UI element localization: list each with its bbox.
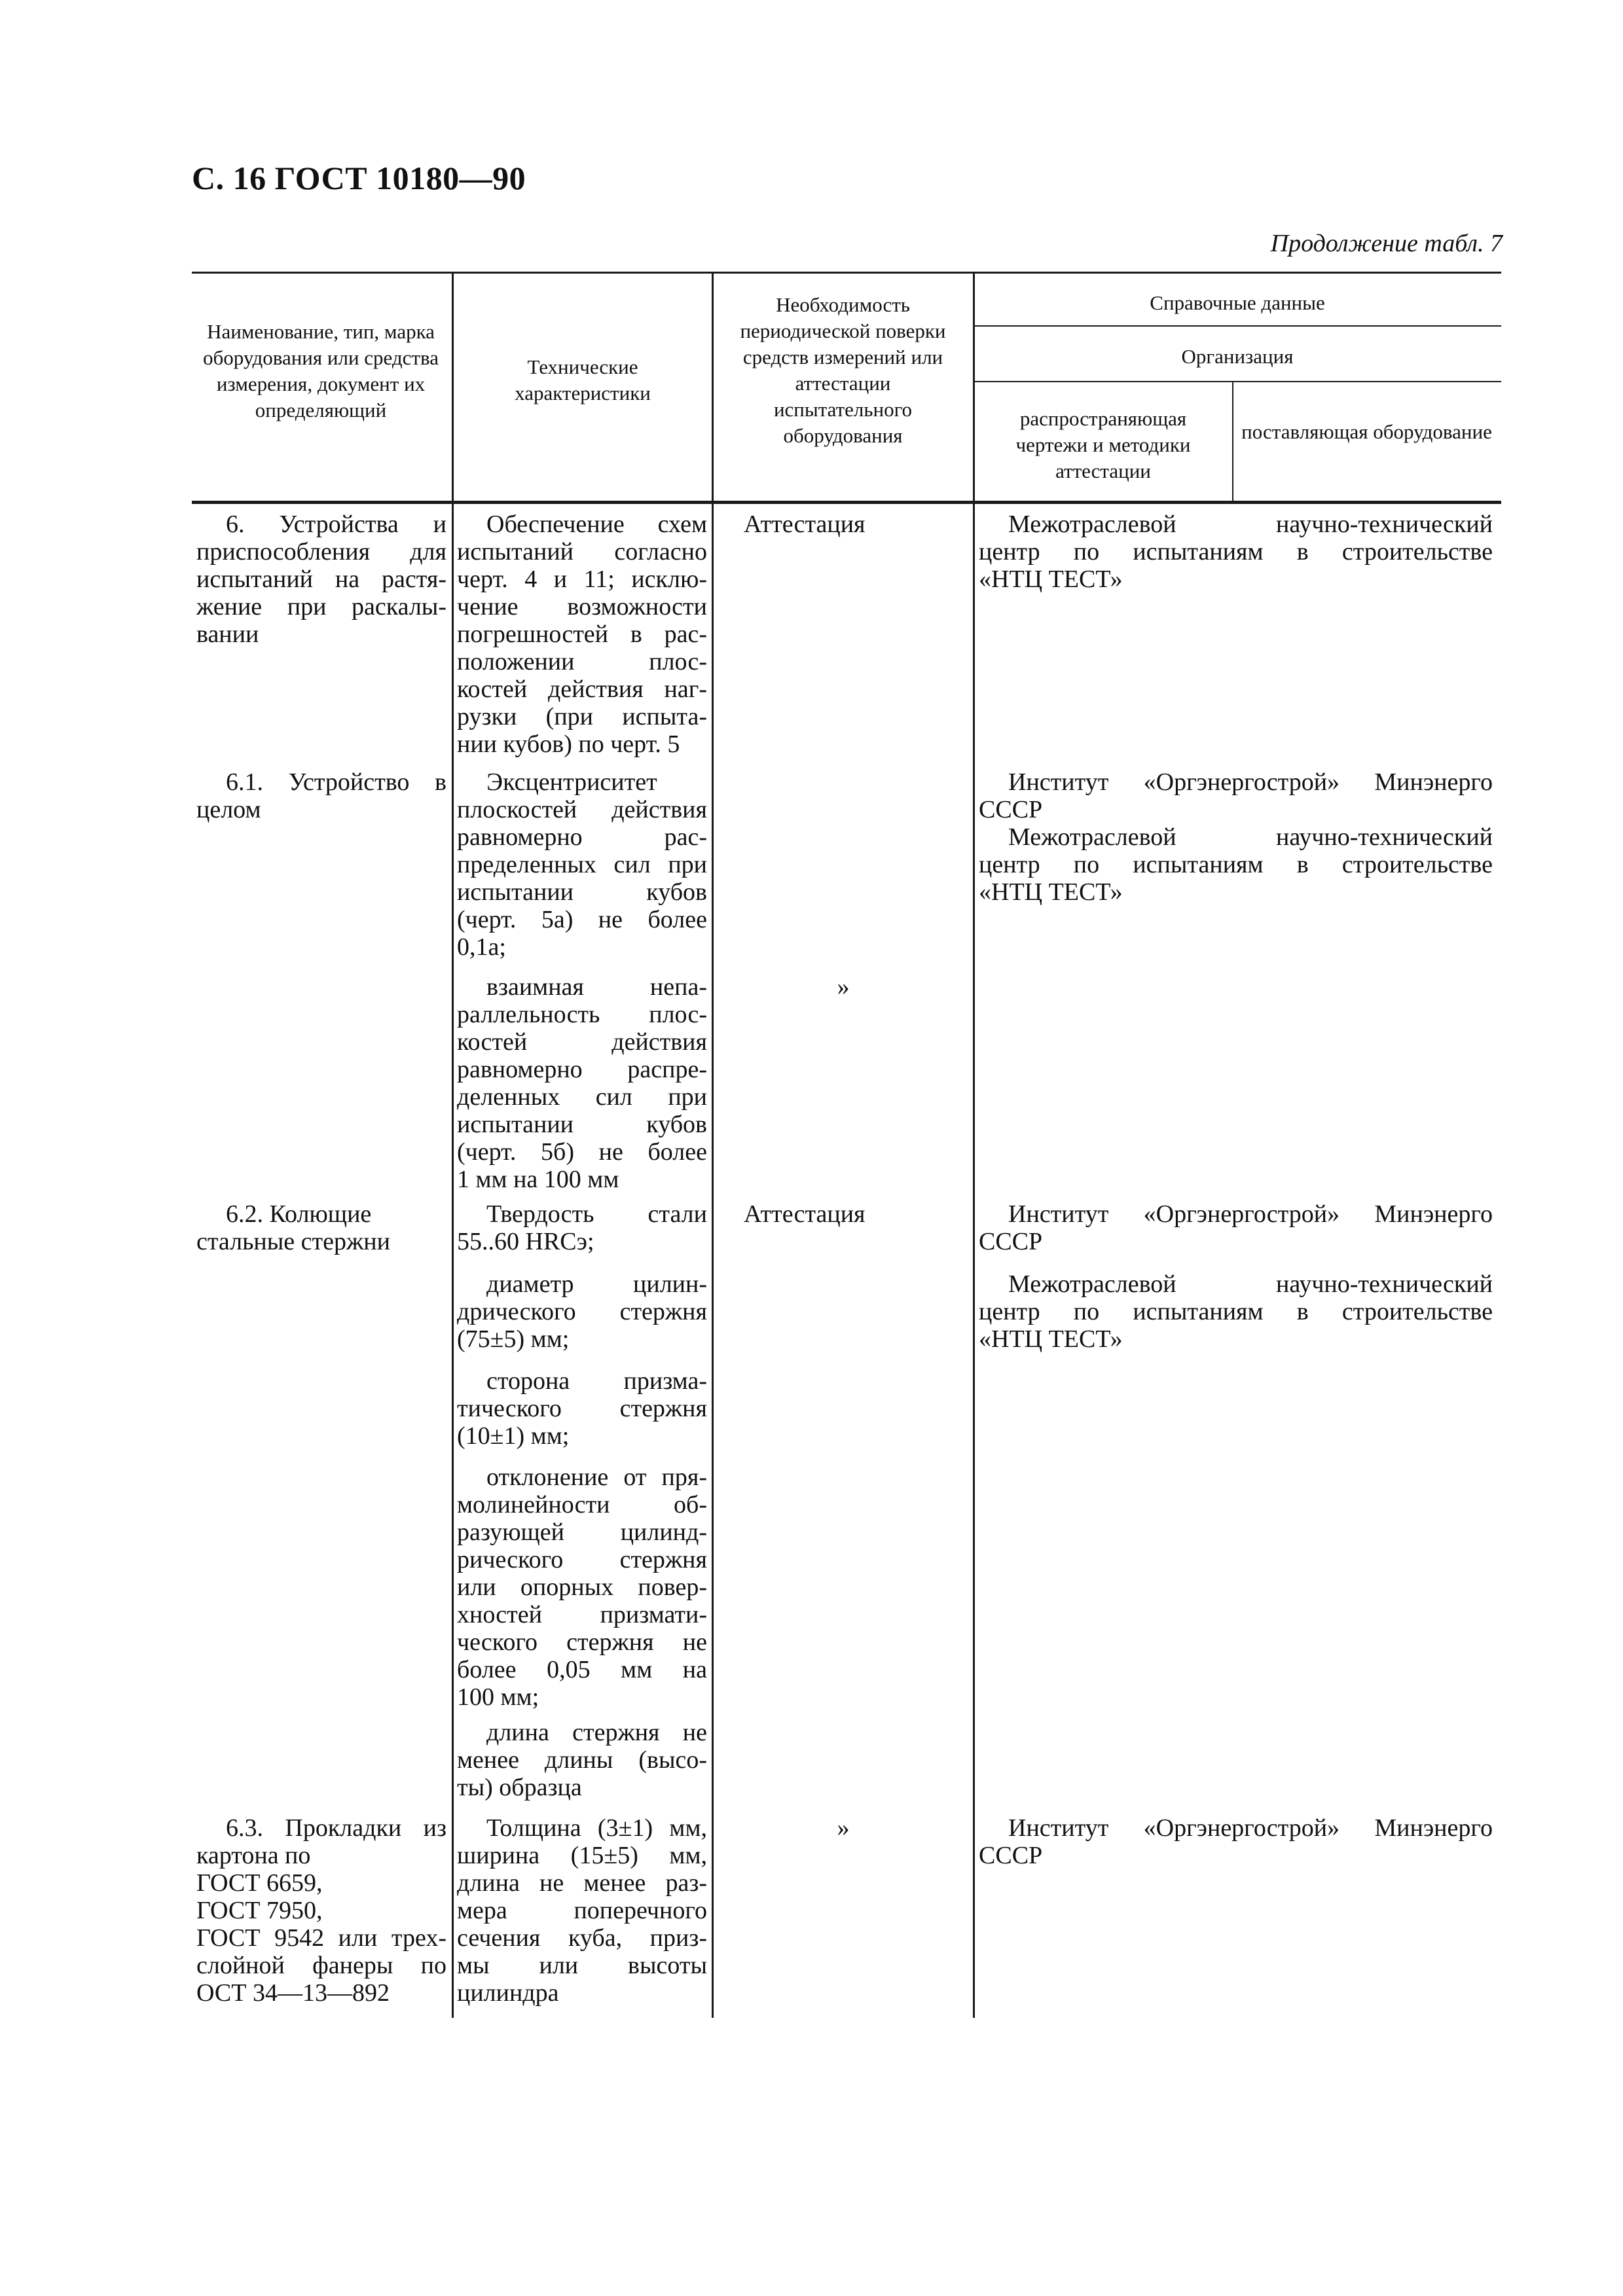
header-dist: распространяющая чертежи и методики аттестации xyxy=(1015,407,1191,482)
text-line: 100 мм; xyxy=(457,1683,539,1711)
row62-tech-d xyxy=(457,1463,707,1711)
table-top-rule xyxy=(192,272,1501,274)
text-line: стальные стержни xyxy=(196,1228,390,1255)
text-line: рузки (при испыта- xyxy=(457,703,707,730)
text-line: черт. 4 и 11; исклю- xyxy=(457,565,707,593)
text-line: Межотраслевой научно-технический xyxy=(1008,823,1493,851)
text-line: плоскостей действия xyxy=(457,796,707,823)
text-line: СССР xyxy=(979,796,1043,823)
row62-dist-a xyxy=(979,1200,1493,1255)
text-line: мера поперечного xyxy=(457,1897,707,1924)
row6-tech xyxy=(457,511,707,758)
text-line: центр по испытаниям в строительстве xyxy=(979,538,1493,565)
header-tech: Технические характеристики xyxy=(515,355,651,404)
text-line: пределенных сил при xyxy=(457,851,707,878)
text-line: менее длины (высо- xyxy=(457,1746,707,1774)
text-line: Институт «Оргэнергострой» Минэнерго xyxy=(1008,1814,1493,1842)
text-line: костей действия наг- xyxy=(457,675,707,703)
text-line: равномерно распре- xyxy=(457,1056,707,1083)
text-line: Межотраслевой научно-технический xyxy=(1008,511,1493,538)
row63-need-ditto: » xyxy=(837,1814,850,1842)
text-line: 1 мм на 100 мм xyxy=(457,1166,619,1193)
page-title: С. 16 ГОСТ 10180—90 xyxy=(192,160,526,196)
text-line: 55..60 HRCэ; xyxy=(457,1228,594,1255)
text-line: 6.2. Колющие xyxy=(226,1200,372,1228)
row61-name xyxy=(196,768,447,823)
text-line: диаметр цилин- xyxy=(486,1270,707,1298)
text-line: мы или высоты xyxy=(457,1952,707,1979)
text-line: 6. Устройства и xyxy=(226,511,447,538)
row62-dist-b xyxy=(979,1270,1493,1353)
text-line: равномерно рас- xyxy=(457,823,707,851)
text-line: жение при раскалы- xyxy=(196,593,447,620)
header-bottom-rule xyxy=(192,501,1501,504)
text-line: слойной фанеры по xyxy=(196,1952,447,1979)
text-line: тического стержня xyxy=(457,1395,707,1422)
ref-divider-rule xyxy=(973,325,1501,327)
text-line: сторона призма- xyxy=(486,1367,707,1395)
text-line: испытаний на растя- xyxy=(196,565,447,593)
text-line: хностей призмати- xyxy=(457,1601,707,1628)
text-line: погрешностей в рас- xyxy=(457,620,707,648)
text-line: Межотраслевой научно-технический xyxy=(1008,1270,1493,1298)
text-line: Обеспечение схем xyxy=(486,511,707,538)
row63-name xyxy=(196,1814,447,2007)
text-line: деленных сил при xyxy=(457,1083,707,1111)
text-line: 6.3. Прокладки из xyxy=(226,1814,447,1842)
text-line: СССР xyxy=(979,1228,1043,1255)
row61-tech-a xyxy=(457,768,707,961)
text-line: целом xyxy=(196,796,261,823)
text-line: молинейности об- xyxy=(457,1491,707,1518)
row62-tech-b xyxy=(457,1270,707,1353)
text-line: ГОСТ 9542 или трех- xyxy=(196,1924,447,1952)
header-supply: поставляющая оборудование xyxy=(1241,420,1492,443)
text-line: ГОСТ 6659, xyxy=(196,1869,323,1897)
text-line: Институт «Оргэнергострой» Минэнерго xyxy=(1008,1200,1493,1228)
header-need: Необходимость периодической поверки средств измерений или аттестации испытательного оборудования xyxy=(740,293,946,447)
text-line: ты) образца xyxy=(457,1774,582,1801)
row61-need-ditto: » xyxy=(837,973,850,1001)
row6-need: Аттестация xyxy=(744,511,866,538)
text-line: испытаний согласно xyxy=(457,538,707,565)
text-line: испытании кубов xyxy=(457,878,707,906)
text-line: (10±1) мм; xyxy=(457,1422,570,1450)
text-line: сечения куба, приз- xyxy=(457,1924,707,1952)
text-line: «НТЦ ТЕСТ» xyxy=(979,565,1123,593)
text-line: СССР xyxy=(979,1842,1043,1869)
text-line: отклонение от пря- xyxy=(486,1463,707,1491)
text-line: положении плос- xyxy=(457,648,707,675)
header-org: Организация xyxy=(1181,345,1294,368)
text-line: ческого стержня не xyxy=(457,1628,707,1656)
row62-name xyxy=(196,1200,447,1255)
header-ref: Справочные данные xyxy=(1150,291,1325,314)
row61-tech-b xyxy=(457,973,707,1193)
header-name: Наименование, тип, марка оборудования или средства измерения, документ их определяющий xyxy=(203,320,439,422)
text-line: (75±5) мм; xyxy=(457,1325,570,1353)
text-line: ОСТ 34—13—892 xyxy=(196,1979,390,2007)
text-line: нии кубов) по черт. 5 xyxy=(457,730,680,758)
text-line: испытании кубов xyxy=(457,1111,707,1138)
text-line: «НТЦ ТЕСТ» xyxy=(979,878,1123,906)
text-line: длина не менее раз- xyxy=(457,1869,707,1897)
text-line: картона по xyxy=(196,1842,311,1869)
text-line: или опорных повер- xyxy=(457,1573,707,1601)
text-line: 0,1a; xyxy=(457,933,506,961)
text-line: (черт. 5а) не более xyxy=(457,906,707,933)
col-divider-1 xyxy=(452,272,454,2018)
text-line: центр по испытаниям в строительстве xyxy=(979,851,1493,878)
text-line: Толщина (3±1) мм, xyxy=(486,1814,707,1842)
row6-name xyxy=(196,511,447,648)
text-line: Твердость стали xyxy=(486,1200,707,1228)
text-line: дрического стержня xyxy=(457,1298,707,1325)
col-divider-2 xyxy=(712,272,714,2018)
text-line: «НТЦ ТЕСТ» xyxy=(979,1325,1123,1353)
row63-dist xyxy=(979,1814,1493,1869)
text-line: более 0,05 мм на xyxy=(457,1656,707,1683)
col-divider-3 xyxy=(973,272,975,2018)
row62-tech-c xyxy=(457,1367,707,1450)
text-line: рического стержня xyxy=(457,1546,707,1573)
text-line: Институт «Оргэнергострой» Минэнерго xyxy=(1008,768,1493,796)
text-line: 6.1. Устройство в xyxy=(226,768,447,796)
text-line: вании xyxy=(196,620,259,648)
text-line: костей действия xyxy=(457,1028,707,1056)
row62-tech-e xyxy=(457,1719,707,1801)
row62-need: Аттестация xyxy=(744,1200,866,1228)
row6-dist xyxy=(979,511,1493,593)
text-line: разующей цилинд- xyxy=(457,1518,707,1546)
row63-tech xyxy=(457,1814,707,2007)
text-line: взаимная непа- xyxy=(486,973,707,1001)
text-line: (черт. 5б) не более xyxy=(457,1138,707,1166)
text-line: ГОСТ 7950, xyxy=(196,1897,323,1924)
text-line: длина стержня не xyxy=(486,1719,707,1746)
text-line: чение возможности xyxy=(457,593,707,620)
row62-tech-a xyxy=(457,1200,707,1255)
text-line: цилиндра xyxy=(457,1979,559,2007)
text-line: приспособления для xyxy=(196,538,447,565)
org-divider-rule xyxy=(973,381,1501,382)
text-line: Эксцентриситет xyxy=(486,768,657,796)
text-line: ширина (15±5) мм, xyxy=(457,1842,707,1869)
row61-dist xyxy=(979,768,1493,906)
col-divider-4 xyxy=(1232,381,1233,501)
text-line: раллельность плос- xyxy=(457,1001,707,1028)
text-line: центр по испытаниям в строительстве xyxy=(979,1298,1493,1325)
table-continuation-note: Продолжение табл. 7 xyxy=(1270,230,1503,257)
